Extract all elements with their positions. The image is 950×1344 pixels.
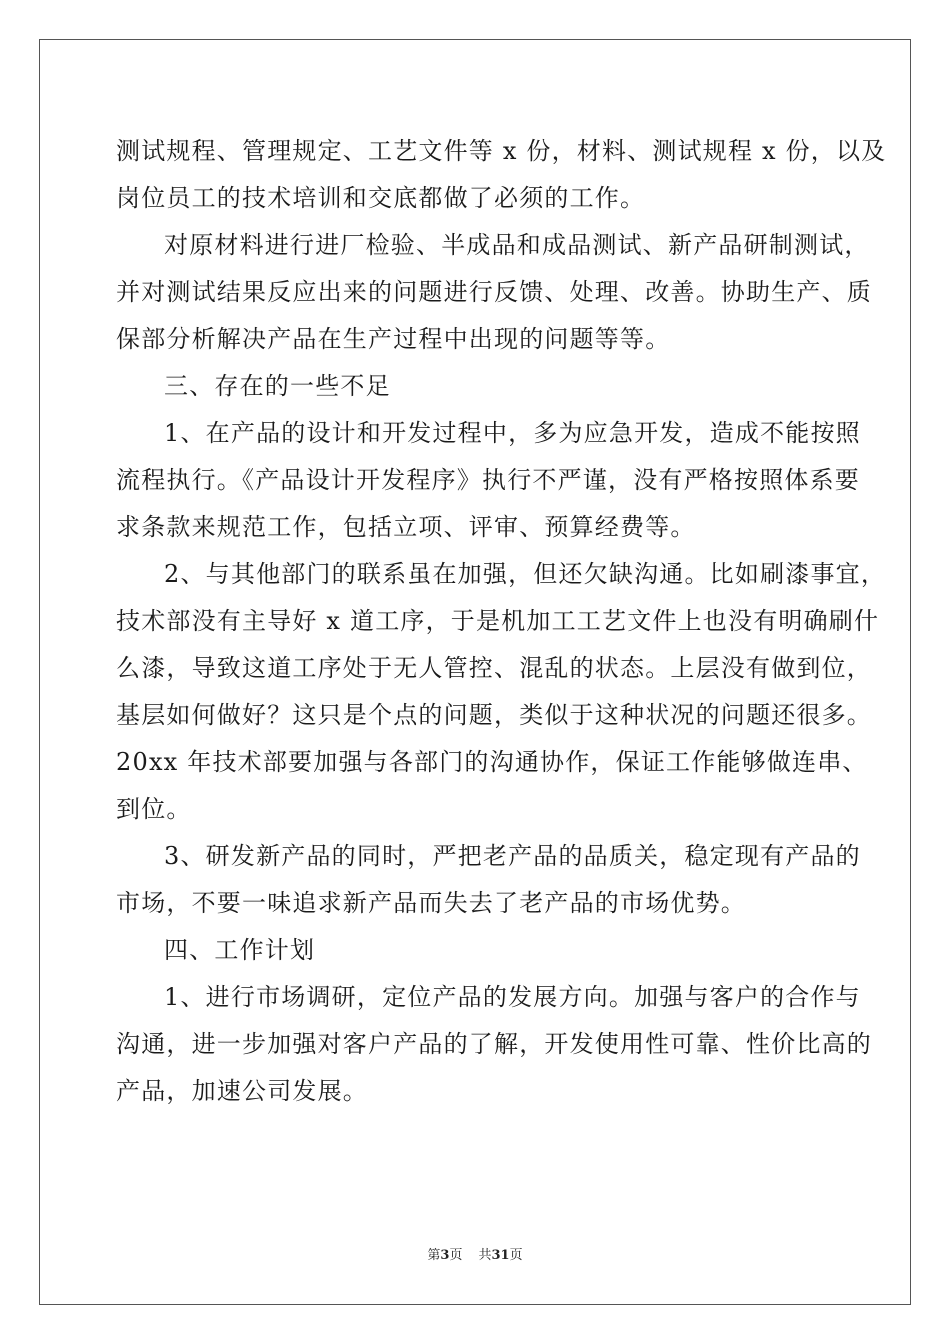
text-line: 3、研发新产品的同时，严把老产品的品质关，稳定现有产品的 [164, 842, 861, 870]
text-line: 流程执行。《产品设计开发程序》执行不严谨，没有严格按照体系要 [116, 466, 860, 494]
text-line: 保部分析解决产品在生产过程中出现的问题等等。 [116, 325, 671, 353]
text-line: 三、存在的一些不足 [164, 372, 391, 400]
text-line: 2、与其他部门的联系虽在加强，但还欠缺沟通。比如刷漆事宜， [164, 560, 887, 588]
text-line: 沟通，进一步加强对客户产品的了解，开发使用性可靠、性价比高的 [116, 1030, 872, 1058]
text-line: 1、进行市场调研，定位产品的发展方向。加强与客户的合作与 [164, 983, 861, 1011]
text-line: 基层如何做好？这只是个点的问题，类似于这种状况的问题还很多。 [116, 701, 872, 729]
page-footer [0, 1246, 950, 1266]
total-suffix: 页 [509, 1248, 523, 1263]
text-line: 岗位员工的技术培训和交底都做了必须的工作。 [116, 184, 646, 212]
text-line: 产品，加速公司发展。 [116, 1077, 368, 1105]
page-suffix: 页 [449, 1248, 463, 1263]
total-prefix: 共 [478, 1248, 492, 1263]
text-line: 对原材料进行进厂检验、半成品和成品测试、新产品研制测试， [164, 231, 870, 259]
text-line: 1、在产品的设计和开发过程中，多为应急开发，造成不能按照 [164, 419, 861, 447]
text-line: 20xx 年技术部要加强与各部门的沟通协作，保证工作能够做连串、 [116, 748, 868, 776]
text-line: 市场，不要一味追求新产品而失去了老产品的市场优势。 [116, 889, 746, 917]
text-line: 四、工作计划 [164, 936, 316, 964]
text-line: 技术部没有主导好 x 道工序，于是机加工工艺文件上也没有明确刷什 [116, 607, 880, 635]
text-line: 测试规程、管理规定、工艺文件等 x 份，材料、测试规程 x 份，以及 [116, 137, 887, 165]
page-number: 3 [440, 1248, 450, 1263]
text-line: 并对测试结果反应出来的问题进行反馈、处理、改善。协助生产、质 [116, 278, 872, 306]
text-line: 求条款来规范工作，包括立项、评审、预算经费等。 [116, 513, 696, 541]
total-pages: 31 [491, 1248, 510, 1263]
text-line: 到位。 [116, 795, 192, 823]
text-line: 么漆，导致这道工序处于无人管控、混乱的状态。上层没有做到位， [116, 654, 872, 682]
document-body [116, 128, 887, 1115]
page-prefix: 第 [427, 1248, 441, 1263]
